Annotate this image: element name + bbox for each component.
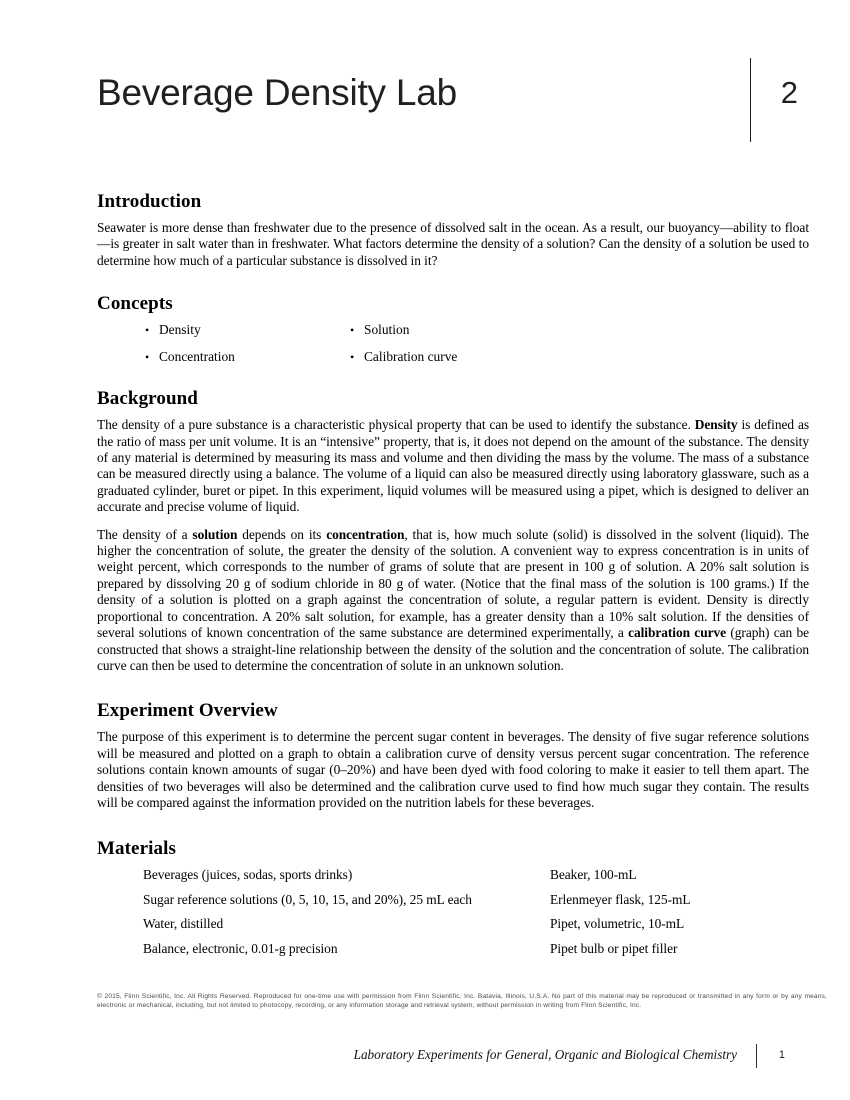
concept-label: Calibration curve bbox=[364, 349, 458, 365]
copyright-notice: © 2015, Flinn Scientific, Inc. All Rights Reserved. Reproduced for one-time use with permission from Flinn Scientific, Inc. Batavia, Illinois, U.S.A. No part of this material may be reproduced or transmitted in any form or by any means, electronic or mechanical, including, but not limited to photocopy, recording, or any information storage and retrieval system, without permission in writing from Flinn Scientific, Inc. bbox=[97, 993, 827, 1010]
section-background bbox=[97, 388, 809, 674]
introduction-paragraph: Seawater is more dense than freshwater due to the presence of dissolved salt in the ocean. As a result, our buoyancy—ability to float—is greater in salt water than in freshwater. What factors determine the density of a solution? Can the density of a solution be used to determine how much of a particular substance is dissolved in it? bbox=[97, 220, 809, 268]
background-p2-text-g: (graph) can be constructed that shows a straight-line relationship between the density of the solution and the concentration of solute. The calibration curve can then be used to determine the concentration of solute in an unknown solution. bbox=[97, 625, 810, 673]
background-p2-term-calibration-curve: calibration curve bbox=[628, 625, 727, 641]
background-paragraph-1 bbox=[97, 417, 809, 515]
background-paragraph-2 bbox=[97, 527, 809, 675]
bullet-icon: • bbox=[145, 350, 150, 365]
material-item: Erlenmeyer flask, 125-mL bbox=[550, 891, 691, 907]
section-materials bbox=[97, 838, 809, 957]
section-experiment-overview bbox=[97, 700, 809, 811]
experiment-overview-heading: Experiment Overview bbox=[97, 700, 278, 722]
bullet-icon: • bbox=[350, 323, 355, 338]
material-item: Balance, electronic, 0.01-g precision bbox=[143, 940, 338, 956]
material-item: Pipet bulb or pipet filler bbox=[550, 940, 678, 956]
bullet-icon: • bbox=[145, 323, 150, 338]
concept-item bbox=[145, 322, 350, 338]
background-p2-term-solution: solution bbox=[192, 526, 238, 542]
material-item: Beaker, 100-mL bbox=[550, 867, 637, 883]
background-heading: Background bbox=[97, 388, 198, 410]
background-p2-text-e: , that is, how much solute (solid) is dissolved in the solvent (liquid). The higher the concentration of solute, the greater the density of the solution. A convenient way to express concentration is in units of weight percent, which corresponds to the number of grams of solute that are present in 100 g of solution. A 20% salt solution is prepared by dissolving 20 g of sodium chloride in 80 g of water. (Notice that the final mass of the solution is 100 grams.) If the density of a solution is plotted on a graph against the concentration of solute, a regular pattern is evident. Density is directly proportional to concentration. A 20% salt solution, for example, has a greater density than a 10% salt solution. If the densities of several solutions of known concentration of the same substance are determined experimentally, a bbox=[97, 526, 809, 641]
concept-label: Solution bbox=[364, 322, 410, 338]
footer-book-title: Laboratory Experiments for General, Organic and Biological Chemistry bbox=[353, 1047, 737, 1062]
footer-divider bbox=[756, 1044, 757, 1068]
background-p1-term-density: Density bbox=[694, 417, 738, 433]
material-item: Beverages (juices, sodas, sports drinks) bbox=[143, 867, 353, 883]
introduction-heading: Introduction bbox=[97, 191, 202, 212]
background-p2-text-a: The density of a bbox=[97, 526, 193, 542]
concepts-heading: Concepts bbox=[97, 293, 173, 315]
background-p1-text-c: is defined as the ratio of mass per unit volume. It is an “intensive” property, that is, it does not depend on the amount of the substance. The density of any material is determined by measuring its mass and volume and then dividing the mass by the volume. The mass of a substance can be measured directly using a balance. The volume of a liquid can also be measured directly using laboratory glassware, such as a graduated cylinder, buret or pipet. In this experiment, liquid volumes will be measured using a pipet, which is designed to deliver an accurate and precise volume of liquid. bbox=[97, 417, 809, 515]
document-footer bbox=[97, 1045, 809, 1075]
concept-label: Density bbox=[159, 322, 201, 338]
footer-page-number: 1 bbox=[778, 1049, 785, 1061]
header-page-number: 2 bbox=[780, 75, 798, 110]
concepts-list bbox=[97, 322, 809, 365]
materials-list bbox=[97, 867, 809, 957]
page-title: Beverage Density Lab bbox=[97, 72, 458, 113]
concept-item bbox=[350, 349, 809, 365]
experiment-overview-paragraph: The purpose of this experiment is to determine the percent sugar content in beverages. The density of five sugar reference solutions will be measured and plotted on a graph to obtain a calibration curve of density versus percent sugar concentration. The reference solutions contain known amounts of sugar (0–20%) and have been dyed with food coloring to make it easier to tell them apart. The densities of two beverages will also be determined and the calibration curve used to find how much sugar they contain. The results will be compared against the information provided on the nutrition labels for these beverages. bbox=[97, 729, 809, 810]
concept-label: Concentration bbox=[159, 349, 235, 365]
background-p1-text-a: The density of a pure substance is a characteristic physical property that can be used to identify the substance. bbox=[97, 417, 695, 433]
materials-heading: Materials bbox=[97, 838, 176, 860]
page-content bbox=[97, 0, 809, 957]
document-header bbox=[97, 55, 809, 155]
concept-item bbox=[350, 322, 809, 338]
material-item: Pipet, volumetric, 10-mL bbox=[550, 916, 685, 932]
concept-item bbox=[145, 349, 350, 365]
material-item: Sugar reference solutions (0, 5, 10, 15, and 20%), 25 mL each bbox=[143, 891, 472, 907]
section-introduction bbox=[97, 191, 809, 269]
section-concepts bbox=[97, 293, 809, 365]
background-p2-term-concentration: concentration bbox=[326, 526, 405, 542]
background-p2-text-c: depends on its bbox=[237, 526, 327, 542]
header-divider bbox=[750, 58, 751, 142]
bullet-icon: • bbox=[350, 350, 355, 365]
material-item: Water, distilled bbox=[143, 916, 224, 932]
